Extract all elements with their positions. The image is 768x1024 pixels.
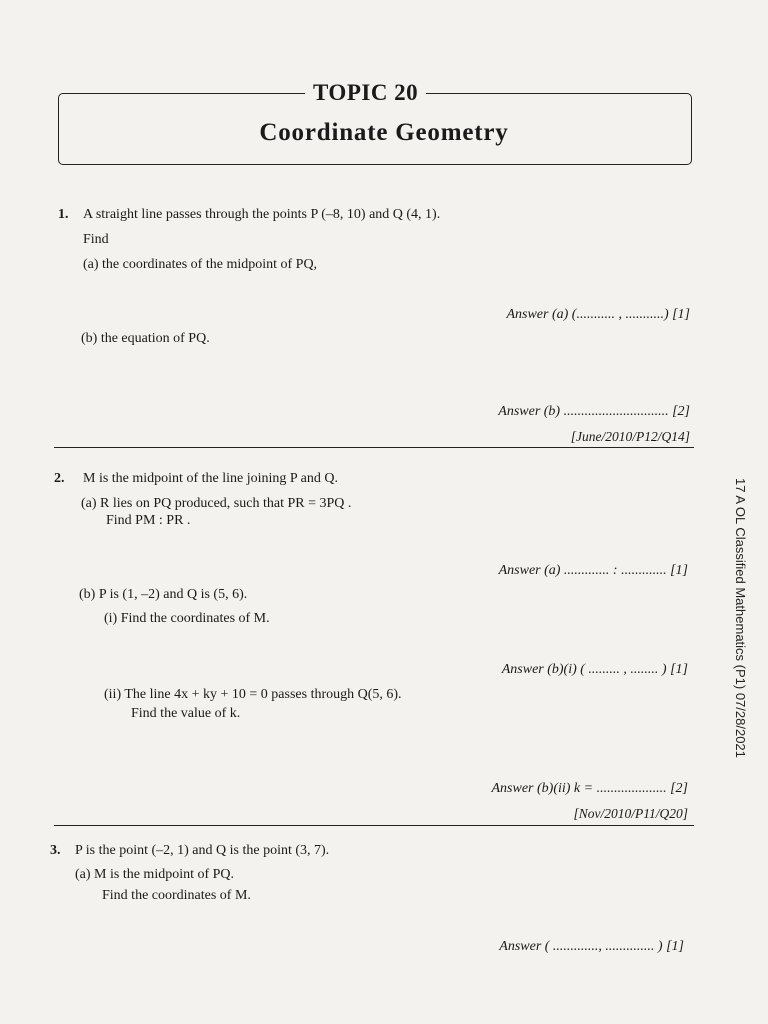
q1-answer-a: Answer (a) (........... , ...........) [1] — [506, 307, 690, 322]
q1-reference: [June/2010/P12/Q14] — [570, 429, 690, 444]
side-margin-label: 17 A OL Classified Mathematics (P1) 07/28/2021 — [733, 478, 748, 758]
q3-number: 3. — [50, 843, 61, 858]
q1-answer-b: Answer (b) .............................. [2] — [498, 404, 690, 419]
topic-label: TOPIC 20 — [305, 80, 426, 106]
q2-divider — [54, 825, 694, 826]
q2-part-a-line2: Find PM : PR . — [106, 513, 191, 528]
q2-answer-b-ii: Answer (b)(ii) k = .................... [2] — [491, 781, 688, 796]
q1-part-a: (a) the coordinates of the midpoint of PQ, — [83, 257, 318, 272]
q2-reference: [Nov/2010/P11/Q20] — [573, 806, 688, 821]
q3-stem: P is the point (–2, 1) and Q is the point (3, 7). — [75, 843, 330, 858]
q1-stem: A straight line passes through the points P (–8, 10) and Q (4, 1). — [83, 207, 441, 222]
q3-answer-a: Answer ( ............., .............. ) [1] — [499, 939, 684, 954]
q1-part-b: (b) the equation of PQ. — [81, 331, 210, 346]
q3-part-a-line2: Find the coordinates of M. — [102, 888, 251, 903]
q2-part-b-i: (i) Find the coordinates of M. — [104, 611, 270, 626]
q1-number: 1. — [58, 207, 69, 222]
q2-answer-a: Answer (a) ............. : ............. [1] — [498, 563, 688, 578]
q2-number: 2. — [54, 471, 65, 486]
q3-part-a-line1: (a) M is the midpoint of PQ. — [75, 867, 235, 882]
q2-answer-b-i: Answer (b)(i) ( ......... , ........ ) [1] — [501, 662, 688, 677]
q2-part-a-line1: (a) R lies on PQ produced, such that PR = 3PQ . — [81, 496, 352, 511]
chapter-title: Coordinate Geometry — [259, 119, 509, 146]
q2-part-b-ii-line2: Find the value of k. — [131, 706, 241, 721]
q1-find: Find — [83, 232, 109, 247]
q2-stem: M is the midpoint of the line joining P and Q. — [83, 471, 338, 486]
q2-part-b-ii-line1: (ii) The line 4x + ky + 10 = 0 passes through Q(5, 6). — [104, 687, 402, 702]
q1-divider — [54, 447, 694, 448]
q2-part-b: (b) P is (1, –2) and Q is (5, 6). — [79, 587, 248, 602]
